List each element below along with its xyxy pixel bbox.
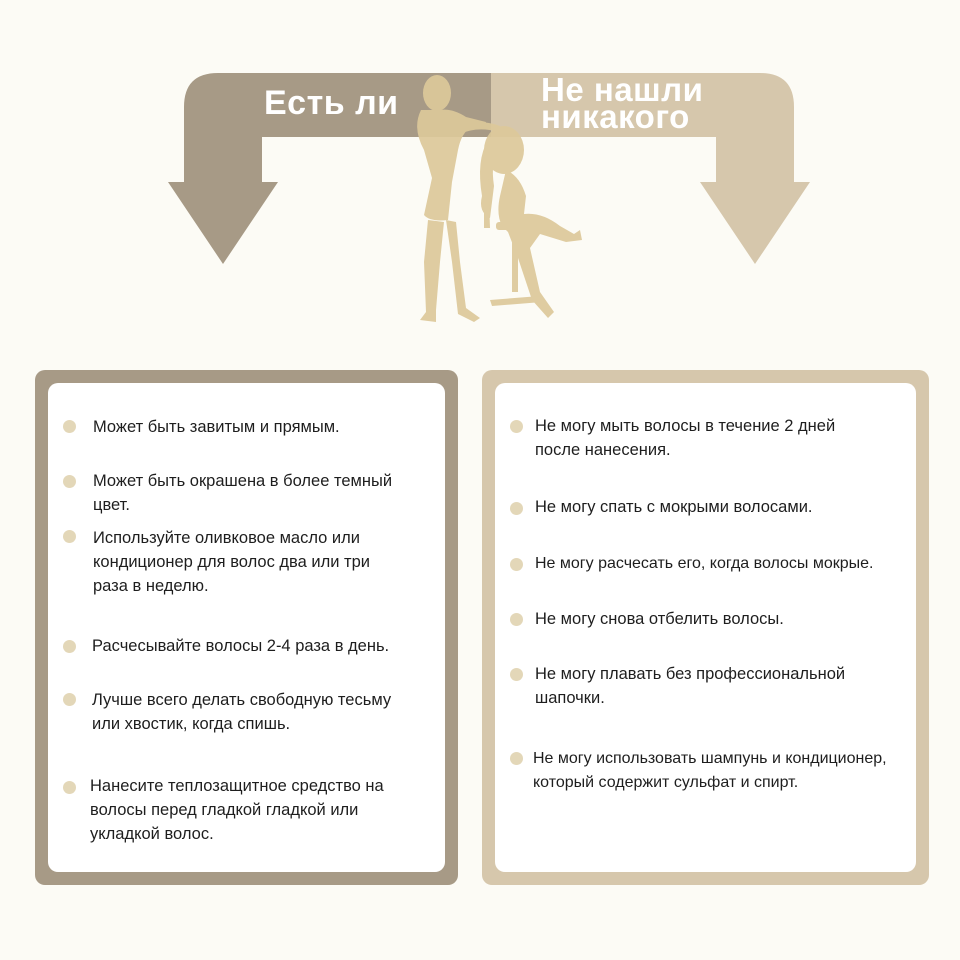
banner-arrows bbox=[0, 0, 960, 340]
bullet-icon bbox=[510, 558, 523, 571]
bullet-icon bbox=[63, 530, 76, 543]
banner-label-right: Не нашли никакого bbox=[541, 71, 704, 135]
bullet-icon bbox=[63, 693, 76, 706]
bullet-icon bbox=[510, 502, 523, 515]
bullet-icon bbox=[63, 475, 76, 488]
banner-label-left: Есть ли bbox=[264, 84, 399, 122]
list-item-text: Нанесите теплозащитное средство на волосы перед гладкой гладкой или укладкой волос. bbox=[90, 777, 384, 843]
list-item-text: Может быть завитым и прямым. bbox=[93, 418, 340, 436]
list-item-text: Расчесывайте волосы 2-4 раза в день. bbox=[92, 637, 390, 655]
bullet-icon bbox=[510, 668, 523, 681]
list-item-text: Не могу расчесать его, когда волосы мокрые. bbox=[535, 555, 874, 572]
bullet-icon bbox=[63, 420, 76, 433]
list-item-text: Не могу использовать шампунь и кондиционер, который содержит сульфат и спирт. bbox=[533, 750, 887, 791]
bullet-icon bbox=[510, 420, 523, 433]
list-item-text: Лучше всего делать свободную тесьму или хвостик, когда спишь. bbox=[92, 691, 392, 733]
bullet-icon bbox=[63, 640, 76, 653]
bullet-icon bbox=[510, 613, 523, 626]
list-item-text: Не могу снова отбелить волосы. bbox=[535, 610, 784, 628]
list-item-text: Не могу плавать без профессиональной шапочки. bbox=[535, 665, 846, 707]
bullet-icon bbox=[63, 781, 76, 794]
bullet-icon bbox=[510, 752, 523, 765]
list-item-text: Не могу спать с мокрыми волосами. bbox=[535, 498, 813, 516]
list-item-text: Не могу мыть волосы в течение 2 дней после нанесения. bbox=[535, 417, 836, 459]
list-item-text: Может быть окрашена в более темный цвет. bbox=[93, 472, 393, 514]
list-item-text: Используйте оливковое масло или кондиционер для волос два или три раза в неделю. bbox=[93, 529, 370, 595]
